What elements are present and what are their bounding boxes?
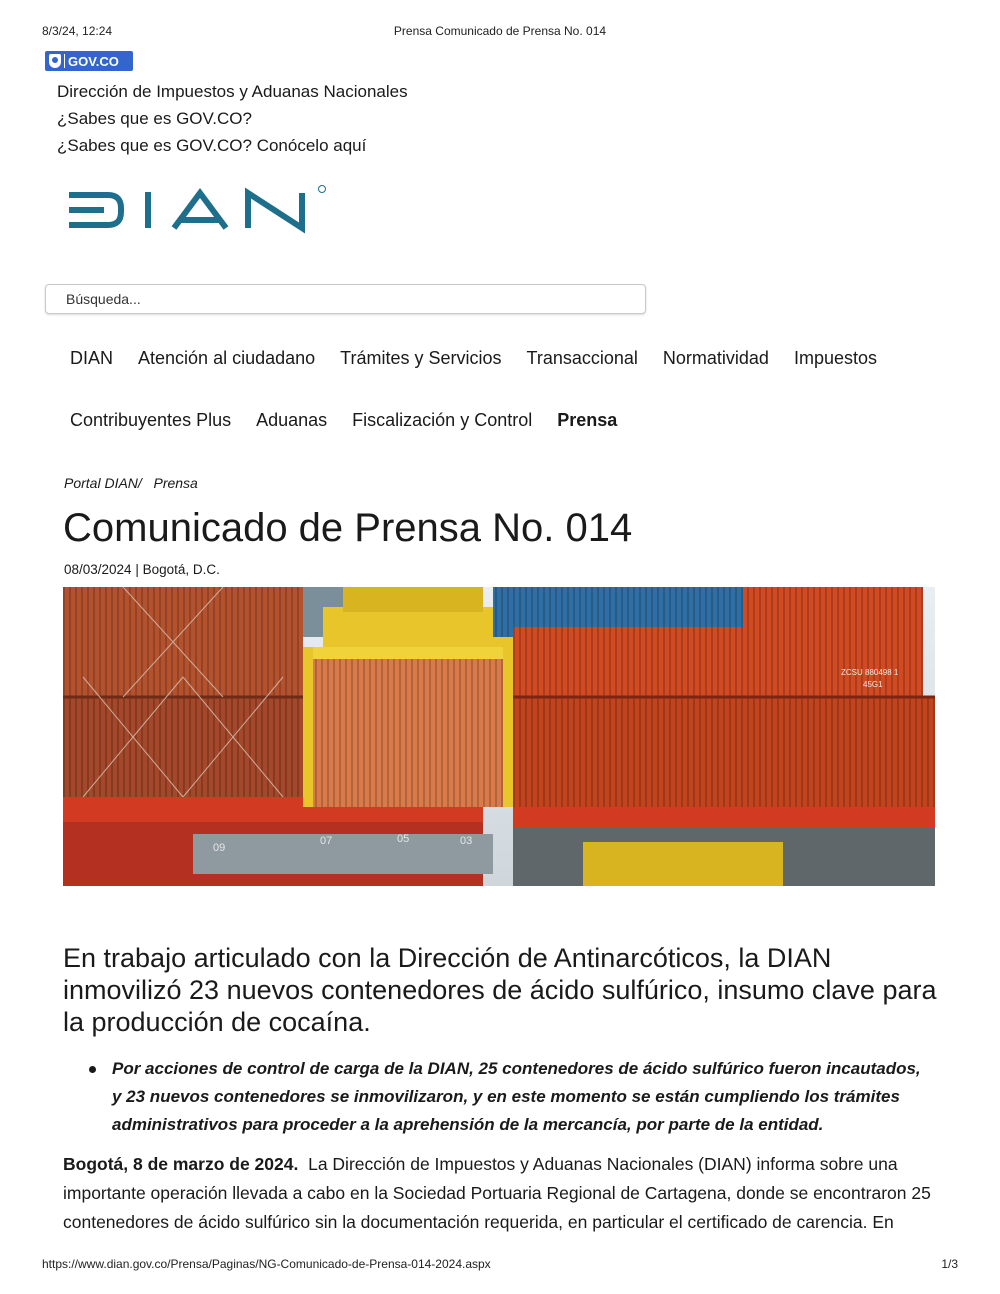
hero-container-type: 45G1 bbox=[863, 680, 883, 689]
article-meta: 08/03/2024 | Bogotá, D.C. bbox=[64, 562, 220, 577]
search-box[interactable] bbox=[45, 284, 646, 314]
article-dateline: Bogotá, 8 de marzo de 2024. bbox=[63, 1154, 299, 1174]
hero-deck-number: 05 bbox=[397, 833, 410, 845]
print-datetime: 8/3/24, 12:24 bbox=[42, 24, 113, 38]
main-nav-row-2 bbox=[70, 410, 642, 431]
nav-item-contribuyentes-plus[interactable]: Contribuyentes Plus bbox=[70, 410, 232, 430]
nav-item-aduanas[interactable]: Aduanas bbox=[256, 410, 328, 430]
bullet-dot-icon bbox=[89, 1066, 96, 1073]
nav-item-tramites[interactable]: Trámites y Servicios bbox=[340, 348, 502, 368]
page-title: Comunicado de Prensa No. 014 bbox=[63, 506, 633, 550]
article-lead: En trabajo articulado con la Dirección de Antinarcóticos, la DIAN inmovilizó 23 nuevos contenedores de ácido sulfúrico, insumo clave para la producción de cocaína. bbox=[63, 943, 937, 1037]
nav-item-normatividad[interactable]: Normatividad bbox=[662, 348, 769, 368]
article-highlight-bullet: Por acciones de control de carga de la DIAN, 25 contenedores de ácido sulfúrico fueron incautados, y 23 nuevos contenedores se inmovilizaron, y en este momento se están cumpliendo los trámites administrativos para proceder a la aprehensión de la mercancía, por parte de la entidad. bbox=[112, 1059, 921, 1134]
link-dian-full-name[interactable]: Dirección de Impuestos y Aduanas Nacionales bbox=[57, 82, 408, 101]
print-page-title: Prensa Comunicado de Prensa No. 014 bbox=[393, 24, 607, 38]
article-body bbox=[63, 1150, 943, 1237]
link-govco-learn-more[interactable]: ¿Sabes que es GOV.CO? Conócelo aquí bbox=[57, 136, 367, 155]
hero-image-containers bbox=[63, 587, 935, 886]
nav-item-fiscalizacion[interactable]: Fiscalización y Control bbox=[352, 410, 533, 430]
breadcrumb-current[interactable]: Prensa bbox=[153, 475, 198, 491]
link-what-is-govco[interactable]: ¿Sabes que es GOV.CO? bbox=[57, 109, 252, 128]
nav-item-atencion[interactable]: Atención al ciudadano bbox=[138, 348, 316, 368]
nav-item-transaccional[interactable]: Transaccional bbox=[526, 348, 638, 368]
govco-badge-label: GOV.CO bbox=[68, 53, 119, 69]
nav-item-prensa[interactable]: Prensa bbox=[557, 410, 618, 430]
govco-links bbox=[57, 78, 408, 159]
search-input[interactable] bbox=[46, 285, 665, 313]
hero-deck-number: 09 bbox=[213, 842, 226, 854]
colombia-shield-icon bbox=[49, 54, 61, 68]
main-nav-row-1 bbox=[70, 348, 902, 369]
govco-badge[interactable] bbox=[45, 51, 133, 71]
nav-item-impuestos[interactable]: Impuestos bbox=[793, 348, 877, 368]
nav-item-dian[interactable]: DIAN bbox=[70, 348, 114, 368]
article-body-text: La Dirección de Impuestos y Aduanas Nacionales (DIAN) informa sobre una importante operación llevada a cabo en la Sociedad Portuaria Regional de Cartagena, donde se encontraron 25 contenedores de ácido sulfúrico sin la documentación requerida, en particular el certificado de carencia. En bbox=[63, 1154, 931, 1232]
breadcrumb-root[interactable]: Portal DIAN/ bbox=[64, 475, 142, 491]
dian-logo[interactable] bbox=[66, 185, 331, 240]
hero-container-code: ZCSU 880498 1 bbox=[841, 668, 899, 677]
hero-deck-number: 03 bbox=[460, 835, 473, 847]
print-url: https://www.dian.gov.co/Prensa/Paginas/NG-Comunicado-de-Prensa-014-2024.aspx bbox=[42, 1257, 491, 1271]
breadcrumb bbox=[64, 475, 198, 491]
print-page-number: 1/3 bbox=[941, 1257, 958, 1271]
hero-deck-number: 07 bbox=[320, 835, 333, 847]
